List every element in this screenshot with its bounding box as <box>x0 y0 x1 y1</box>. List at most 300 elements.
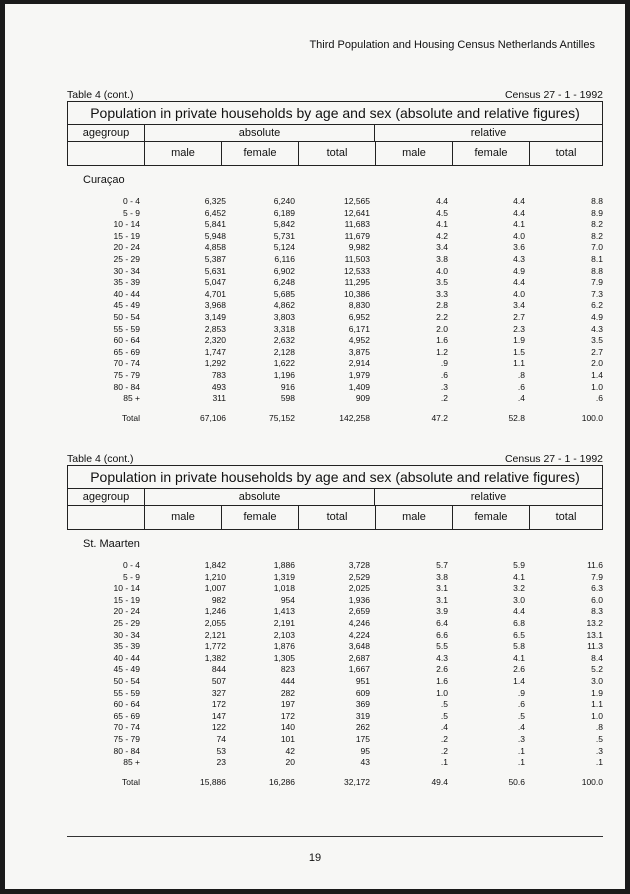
table-cell: 598 <box>280 393 295 404</box>
table-cell: 95 <box>360 745 370 756</box>
female-abs-header: female <box>222 142 299 165</box>
table-cell: 4,952 <box>348 335 370 346</box>
table-cell: 2.8 <box>436 300 448 311</box>
table-cell: 10 - 14 <box>113 219 140 230</box>
table-cell: 175 <box>355 733 370 744</box>
table-row <box>67 560 603 572</box>
table-row <box>67 358 603 370</box>
table-cell: 1.2 <box>436 346 448 357</box>
table-cell: 6,952 <box>348 311 370 322</box>
table-cell: .5 <box>517 710 525 721</box>
running-header: Third Population and Housing Census Netherlands Antilles <box>309 39 595 51</box>
table-cell: 5,841 <box>204 219 226 230</box>
table-cell: 70 - 74 <box>113 358 140 369</box>
table-cell: 1,210 <box>204 571 226 582</box>
table-cell: 0 - 4 <box>122 560 140 570</box>
footer-rule <box>67 836 603 837</box>
table-cell: 4.0 <box>513 230 525 241</box>
table-cell: 85 + <box>123 393 140 404</box>
table-cell: 122 <box>211 722 226 733</box>
absolute-header: absolute <box>145 489 375 505</box>
table-cell: 140 <box>280 722 295 733</box>
table-cell: 493 <box>211 381 226 392</box>
document-page <box>5 4 625 889</box>
total-cell: 100.0 <box>581 412 603 423</box>
table-cell: 2.0 <box>591 358 603 369</box>
page-number: 19 <box>308 852 322 864</box>
table-cell: 1,413 <box>273 606 295 617</box>
table-cell: .1 <box>517 745 525 756</box>
table-cell: 12,565 <box>344 196 370 206</box>
table-cell: 4.9 <box>591 311 603 322</box>
table-cell: 5.8 <box>513 641 525 652</box>
table-cell: 2,914 <box>348 358 370 369</box>
total-cell: Total <box>122 412 140 423</box>
table-cell: 45 - 49 <box>113 664 140 675</box>
table-cell: 10 - 14 <box>113 583 140 594</box>
table-cell: 6.2 <box>591 300 603 311</box>
table-cell: 65 - 69 <box>113 710 140 721</box>
table-cell: 5,842 <box>273 219 295 230</box>
male-rel-header: male <box>376 142 453 165</box>
table-row <box>67 335 603 347</box>
table-cell: 4,858 <box>204 242 226 253</box>
table-cell: 2,853 <box>204 323 226 334</box>
table-cell: .3 <box>595 745 603 756</box>
table-cell: 1,747 <box>204 346 226 357</box>
table-cell: 6.5 <box>513 629 525 640</box>
region-label: St. Maarten <box>83 538 140 550</box>
table-cell: 3,728 <box>348 560 370 570</box>
table-row <box>67 746 603 758</box>
table-row <box>67 312 603 324</box>
table-cell: 1,382 <box>204 652 226 663</box>
table-cell: 1.0 <box>436 687 448 698</box>
table-cell: 42 <box>285 745 295 756</box>
table-cell: 4.2 <box>436 230 448 241</box>
table-cell: 5 - 9 <box>122 571 140 582</box>
table-cell: 1,409 <box>348 381 370 392</box>
table-curacao <box>67 89 603 424</box>
total-cell: Total <box>122 776 140 787</box>
table-cell: 8.1 <box>591 253 603 264</box>
table-cell: 4.9 <box>513 265 525 276</box>
table-cell: 783 <box>211 369 226 380</box>
table-cell: 3.0 <box>591 675 603 686</box>
table-row <box>67 676 603 688</box>
total-cell: 67,106 <box>200 412 226 423</box>
table-cell: 8.3 <box>591 606 603 617</box>
table-cell: 823 <box>280 664 295 675</box>
table-cell: 1,842 <box>204 560 226 570</box>
table-cell: 5,124 <box>273 242 295 253</box>
table-cell: 1,292 <box>204 358 226 369</box>
table-cell: .9 <box>517 687 525 698</box>
table-cell: 74 <box>216 733 226 744</box>
table-cell: .1 <box>440 757 448 768</box>
table-cell: 4.4 <box>436 196 448 206</box>
table-cell: 8.8 <box>591 265 603 276</box>
table-cell: 1.0 <box>591 710 603 721</box>
table-row <box>67 595 603 607</box>
table-cell: 30 - 34 <box>113 629 140 640</box>
table-cell: 172 <box>280 710 295 721</box>
table-cell: 262 <box>355 722 370 733</box>
table-row <box>67 289 603 301</box>
table-cell: 8.4 <box>591 652 603 663</box>
table-cell: 40 - 44 <box>113 652 140 663</box>
table-row <box>67 711 603 723</box>
table-cell: 327 <box>211 687 226 698</box>
table-cell: 12,533 <box>344 265 370 276</box>
table-cell: .6 <box>517 381 525 392</box>
table-row <box>67 572 603 584</box>
table-cell: 30 - 34 <box>113 265 140 276</box>
table-cell: 3.3 <box>436 288 448 299</box>
table-row <box>67 370 603 382</box>
table-cell: .9 <box>440 358 448 369</box>
table-cell: 369 <box>355 699 370 710</box>
table-cell: 6,902 <box>273 265 295 276</box>
table-cell: 5,631 <box>204 265 226 276</box>
table-cell: .5 <box>595 733 603 744</box>
table-cell: 6,116 <box>274 253 295 264</box>
table-cell: 2,632 <box>273 335 295 346</box>
table-cell: 5,387 <box>204 253 226 264</box>
table-cell: 6.0 <box>591 594 603 605</box>
female-rel-header: female <box>453 506 530 529</box>
agegroup-header: agegroup <box>68 125 145 141</box>
table-cell: 4,701 <box>204 288 226 299</box>
table-cell: 1,886 <box>273 560 295 570</box>
table-cell: 80 - 84 <box>113 745 140 756</box>
table-cell: 1.5 <box>513 346 525 357</box>
table-cell: 507 <box>211 675 226 686</box>
table-cell: 2.6 <box>436 664 448 675</box>
table-cell: 3,149 <box>204 311 226 322</box>
table-cell: 282 <box>280 687 295 698</box>
table-cell: 909 <box>355 393 370 404</box>
table-cell: 11,683 <box>344 219 370 230</box>
table-cell: .6 <box>440 369 448 380</box>
total-cell: 52.8 <box>508 412 525 423</box>
table-cell: 2,025 <box>348 583 370 594</box>
table-cell: 1.1 <box>591 699 603 710</box>
female-abs-header: female <box>222 506 299 529</box>
table-cell: 20 <box>285 757 295 768</box>
table-cell: 197 <box>280 699 295 710</box>
table-cell: 8.2 <box>591 230 603 241</box>
table-cell: .8 <box>517 369 525 380</box>
table-row <box>67 688 603 700</box>
table-cell: 4.1 <box>513 219 525 230</box>
table-cell: 55 - 59 <box>113 687 140 698</box>
table-row <box>67 196 603 208</box>
table-cell: 1,305 <box>273 652 295 663</box>
table-cell: .2 <box>440 733 448 744</box>
table-cell: 101 <box>280 733 295 744</box>
table-cell: 60 - 64 <box>113 335 140 346</box>
table-cell: .4 <box>517 722 525 733</box>
table-st-maarten <box>67 453 603 788</box>
total-cell: 142,258 <box>339 412 370 423</box>
table-cell: 45 - 49 <box>113 300 140 311</box>
table-cell: 6,171 <box>348 323 370 334</box>
table-cell: 3,648 <box>348 641 370 652</box>
table-row <box>67 254 603 266</box>
table-cell: 1.9 <box>513 335 525 346</box>
table-cell: 6.8 <box>513 617 525 628</box>
table-cell: 23 <box>216 757 226 768</box>
table-cell: 3,968 <box>204 300 226 311</box>
table-cell: 53 <box>216 745 226 756</box>
table-cell: 35 - 39 <box>113 277 140 288</box>
table-cell: .1 <box>517 757 525 768</box>
table-row <box>67 699 603 711</box>
table-cell: 3.5 <box>591 335 603 346</box>
table-cell: 1.4 <box>513 675 525 686</box>
table-row <box>67 324 603 336</box>
table-cell: 4.5 <box>436 207 448 218</box>
table-row <box>67 219 603 231</box>
table-row <box>67 231 603 243</box>
table-cell: 2,687 <box>348 652 370 663</box>
table-row <box>67 757 603 769</box>
table-cell: 1.6 <box>436 675 448 686</box>
total-abs-header: total <box>299 142 376 165</box>
table-cell: 4.3 <box>513 253 525 264</box>
table-cell: 40 - 44 <box>113 288 140 299</box>
table-cell: 982 <box>211 594 226 605</box>
table-cell: 3.0 <box>513 594 525 605</box>
table-cell: 6,189 <box>273 207 295 218</box>
table-cell: 5.2 <box>591 664 603 675</box>
table-cell: 6.4 <box>436 617 448 628</box>
table-cell: 11,679 <box>344 230 370 241</box>
table-cell: 4,862 <box>273 300 295 311</box>
relative-header: relative <box>470 491 507 503</box>
total-cell: 47.2 <box>431 412 448 423</box>
region-label: Curaçao <box>83 174 125 186</box>
table-cell: 1,018 <box>273 583 295 594</box>
table-cell: 3.8 <box>436 253 448 264</box>
table-cell: 7.9 <box>591 571 603 582</box>
table-cell: 11.3 <box>587 641 603 652</box>
table-cell: 2.6 <box>513 664 525 675</box>
table-cell: 4.4 <box>513 277 525 288</box>
table-cell: 85 + <box>123 757 140 768</box>
table-cell: 5.9 <box>513 560 525 570</box>
table-row <box>67 266 603 278</box>
table-cell: 1,876 <box>273 641 295 652</box>
table-cell: 50 - 54 <box>113 311 140 322</box>
table-row <box>67 618 603 630</box>
table-cell: 15 - 19 <box>113 594 140 605</box>
table-cell: 1,936 <box>348 594 370 605</box>
table-cell: .4 <box>440 722 448 733</box>
table-cell: 2.2 <box>436 311 448 322</box>
table-cell: 7.9 <box>591 277 603 288</box>
table-cell: 2,121 <box>204 629 226 640</box>
table-cell: 11,295 <box>344 277 370 288</box>
table-cell: 5,685 <box>273 288 295 299</box>
table-cell: 11,503 <box>344 253 370 264</box>
table-cell: 5.7 <box>436 560 448 570</box>
agegroup-header: agegroup <box>68 489 145 505</box>
table-cell: 916 <box>280 381 295 392</box>
table-cell: .5 <box>440 710 448 721</box>
male-abs-header: male <box>145 506 222 529</box>
table-cell: 319 <box>355 710 370 721</box>
table-cell: 4.4 <box>513 207 525 218</box>
table-cell: 1.1 <box>513 358 525 369</box>
table-cell: 3.2 <box>513 583 525 594</box>
table-cell: 1,007 <box>204 583 226 594</box>
table-cell: 25 - 29 <box>113 253 140 264</box>
table-cell: 12,641 <box>344 207 370 218</box>
table-cell: 3.1 <box>436 583 448 594</box>
table-cell: 5.5 <box>436 641 448 652</box>
table-cell: .8 <box>595 722 603 733</box>
table-cell: 1,772 <box>204 641 226 652</box>
table-label: Table 4 (cont.) <box>67 89 134 101</box>
table-cell: .5 <box>440 699 448 710</box>
census-date: Census 27 - 1 - 1992 <box>504 89 603 101</box>
table-cell: 2,659 <box>348 606 370 617</box>
table-cell: 20 - 24 <box>113 242 140 253</box>
table-cell: 4.4 <box>513 196 525 206</box>
table-cell: .1 <box>595 757 603 768</box>
table-cell: 147 <box>211 710 226 721</box>
absolute-header: absolute <box>145 125 375 141</box>
table-cell: .2 <box>440 393 448 404</box>
table-cell: .4 <box>517 393 525 404</box>
table-row <box>67 208 603 220</box>
table-row <box>67 722 603 734</box>
total-cell: 15,886 <box>200 776 226 787</box>
table-cell: 444 <box>280 675 295 686</box>
table-cell: 5,948 <box>204 230 226 241</box>
total-row <box>67 777 603 789</box>
table-cell: .3 <box>517 733 525 744</box>
total-cell: 50.6 <box>508 776 525 787</box>
table-cell: 1.9 <box>591 687 603 698</box>
table-cell: 4.1 <box>436 219 448 230</box>
table-title: Population in private households by age and sex (absolute and relative figures) <box>68 102 602 125</box>
table-cell: 4.0 <box>436 265 448 276</box>
table-cell: 50 - 54 <box>113 675 140 686</box>
table-row <box>67 641 603 653</box>
census-date: Census 27 - 1 - 1992 <box>504 453 603 465</box>
table-cell: 25 - 29 <box>113 617 140 628</box>
table-row <box>67 583 603 595</box>
table-cell: 2.3 <box>513 323 525 334</box>
table-cell: 844 <box>211 664 226 675</box>
total-cell: 16,286 <box>269 776 295 787</box>
table-cell: 13.2 <box>586 617 603 628</box>
table-cell: 8.2 <box>591 219 603 230</box>
table-cell: 75 - 79 <box>113 369 140 380</box>
table-cell: 3.5 <box>436 277 448 288</box>
table-cell: 6,240 <box>273 196 295 206</box>
total-abs-header: total <box>299 506 376 529</box>
table-cell: 4.1 <box>513 571 525 582</box>
table-cell: 4.3 <box>436 652 448 663</box>
table-cell: 6.3 <box>591 583 603 594</box>
table-cell: 15 - 19 <box>113 230 140 241</box>
table-cell: 55 - 59 <box>113 323 140 334</box>
table-cell: 2,191 <box>273 617 295 628</box>
table-row <box>67 382 603 394</box>
table-title: Population in private households by age and sex (absolute and relative figures) <box>68 466 602 489</box>
table-row <box>67 300 603 312</box>
table-cell: 2,128 <box>273 346 295 357</box>
table-row <box>67 242 603 254</box>
table-row <box>67 347 603 359</box>
table-cell: 6.6 <box>436 629 448 640</box>
table-cell: 951 <box>355 675 370 686</box>
table-cell: 8.9 <box>591 207 603 218</box>
table-row <box>67 734 603 746</box>
table-header <box>67 465 603 530</box>
table-row <box>67 606 603 618</box>
table-cell: .6 <box>595 393 603 404</box>
table-cell: 2.0 <box>436 323 448 334</box>
table-row <box>67 630 603 642</box>
table-cell: 60 - 64 <box>113 699 140 710</box>
table-cell: 7.3 <box>591 288 603 299</box>
table-cell: 6,248 <box>273 277 295 288</box>
total-rel-header: total <box>555 511 577 523</box>
table-cell: 1.0 <box>591 381 603 392</box>
table-cell: 1,979 <box>348 369 370 380</box>
table-cell: 5 - 9 <box>122 207 140 218</box>
table-cell: 11.6 <box>587 560 603 570</box>
table-cell: 4.1 <box>513 652 525 663</box>
table-cell: 1,196 <box>273 369 295 380</box>
table-cell: .3 <box>440 381 448 392</box>
table-cell: 2,103 <box>273 629 295 640</box>
table-cell: 1,622 <box>273 358 295 369</box>
table-cell: 80 - 84 <box>113 381 140 392</box>
male-rel-header: male <box>376 506 453 529</box>
table-cell: 3,875 <box>348 346 370 357</box>
table-cell: 9,982 <box>348 242 370 253</box>
table-cell: 5,047 <box>204 277 226 288</box>
table-cell: 0 - 4 <box>122 196 140 206</box>
table-cell: 35 - 39 <box>113 641 140 652</box>
table-cell: 3.6 <box>513 242 525 253</box>
table-cell: 5,731 <box>273 230 295 241</box>
table-cell: 6,325 <box>204 196 226 206</box>
table-cell: 4.3 <box>591 323 603 334</box>
table-cell: 2.7 <box>591 346 603 357</box>
total-rel-header: total <box>555 147 577 159</box>
table-cell: 4,246 <box>348 617 370 628</box>
table-cell: 75 - 79 <box>113 733 140 744</box>
table-cell: 3,318 <box>273 323 295 334</box>
table-cell: 609 <box>355 687 370 698</box>
table-cell: 3.8 <box>436 571 448 582</box>
table-cell: 10,386 <box>344 288 370 299</box>
table-header <box>67 101 603 166</box>
table-cell: 43 <box>360 757 370 768</box>
total-cell: 75,152 <box>269 412 295 423</box>
table-cell: 13.1 <box>586 629 603 640</box>
table-cell: 2,055 <box>204 617 226 628</box>
total-cell: 100.0 <box>581 776 603 787</box>
total-cell: 32,172 <box>344 776 370 787</box>
